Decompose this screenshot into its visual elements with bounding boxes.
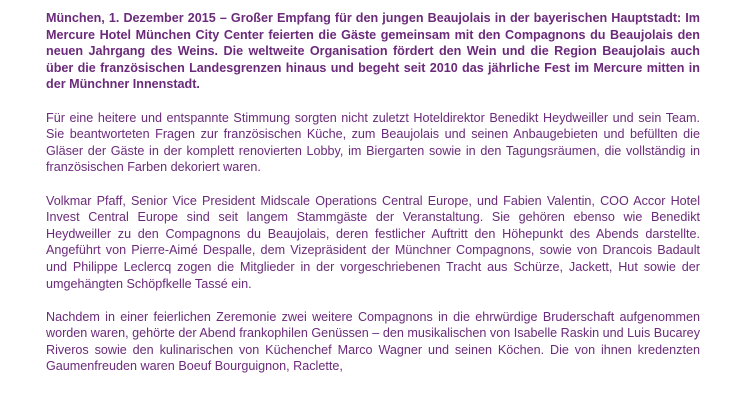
lead-paragraph: München, 1. Dezember 2015 – Großer Empfang für den jungen Beaujolais in der bayerischen Hauptstadt: Im Mercure Hotel München City Center feierten die Gäste gemeinsam mit den Compagnons du Beaujolais den neuen Jahrgang des Weins. Die weltweite Organisation fördert den Wein und die Region Beaujolais auch über die französischen Landesgrenzen hinaus und begeht seit 2010 das jährliche Fest im Mercure mitten in der Münchner Innenstadt. <box>46 11 700 92</box>
body-paragraph-1: Für eine heitere und entspannte Stimmung sorgten nicht zuletzt Hoteldirektor Benedikt Heydweiller und sein Team. Sie beantworteten Fragen zur französischen Küche, zum Beaujolais und seinen Anbaugebieten und befüllten die Gläser der Gäste in der komplett renovierten Lobby, im Biergarten sowie in den Tagungsräumen, die vollständig in französischen Farben dekoriert waren. <box>46 110 700 175</box>
press-release-document <box>46 10 700 392</box>
body-paragraph-2: Volkmar Pfaff, Senior Vice President Midscale Operations Central Europe, und Fabien Valentin, COO Accor Hotel Invest Central Europe sind seit langem Stammgäste der Veranstaltung. Sie gehören ebenso wie Benedikt Heydweiller zu den Compagnons du Beaujolais, deren festlicher Auftritt den Höhepunkt des Abends darstellte. Angeführt von Pierre-Aimé Despalle, dem Vizepräsident der Münchner Compagnons, sowie von Drancois Badault und Philippe Leclercq zogen die Mitglieder in der vorgeschriebenen Tracht aus Schürze, Jackett, Hut sowie der umgehängten Schöpfkelle Tassé ein. <box>46 193 700 291</box>
body-paragraph-3: Nachdem in einer feierlichen Zeremonie zwei weitere Compagnons in die ehrwürdige Bruderschaft aufgenommen worden waren, gehörte der Abend frankophilen Genüssen – den musikalischen von Isabelle Raskin und Luis Bucarey Riveros sowie den kulinarischen von Küchenchef Marco Wagner und seinen Köchen. Die von ihnen kredenzten Gaumenfreuden waren Boeuf Bourguignon, Raclette, <box>46 309 700 374</box>
